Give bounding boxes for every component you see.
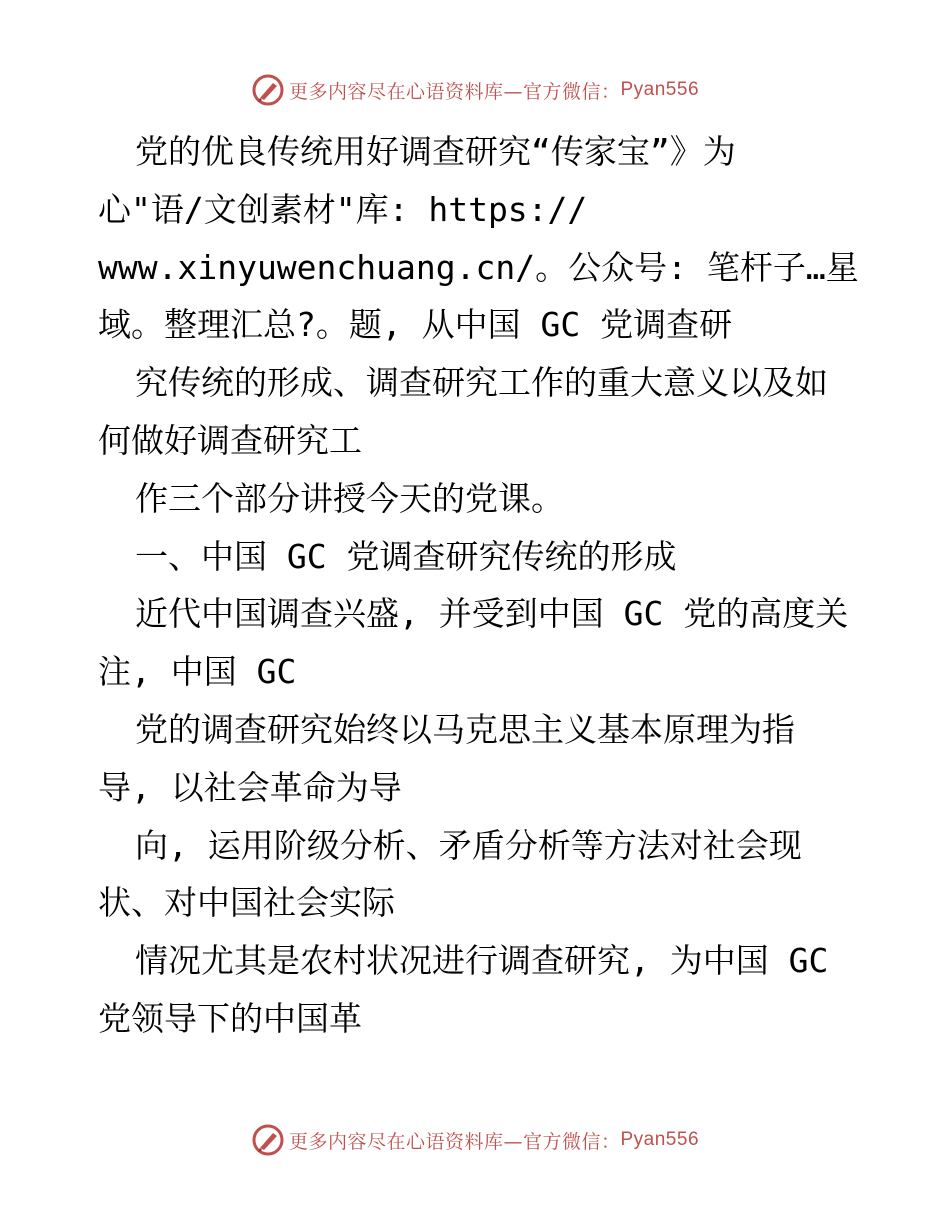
section-heading: 一、中国 GC 党调查研究传统的形成 [135, 536, 677, 576]
body-line: 状、对中国社会实际 [98, 883, 395, 923]
body-line: 究传统的形成、调查研究工作的重大意义以及如 [135, 363, 828, 403]
document-body [98, 123, 878, 1048]
header-watermark [0, 70, 950, 110]
body-line: 作三个部分讲授今天的党课。 [135, 478, 564, 518]
body-line: 党领导下的中国革 [98, 998, 362, 1038]
watermark-text: 更多内容尽在心语资料库—官方微信： [288, 1130, 621, 1153]
pen-logo-icon [251, 73, 285, 107]
body-line: 党的调查研究始终以马克思主义基本原理为指 [135, 709, 795, 749]
body-line: 向, 运用阶级分析、矛盾分析等方法对社会现 [135, 825, 802, 865]
footer-watermark [0, 1120, 950, 1160]
body-line: 域。整理汇总?。题, 从中国 GC 党调查研 [98, 305, 733, 345]
body-line: 何做好调查研究工 [98, 420, 362, 460]
watermark-account: Pyan556 [620, 1129, 700, 1150]
body-line: 党的优良传统用好调查研究“传家宝”》为 [135, 132, 736, 171]
body-line: 近代中国调查兴盛, 并受到中国 GC 党的高度关 [135, 594, 849, 634]
watermark-account: Pyan556 [620, 79, 700, 100]
body-line: 注, 中国 GC [98, 652, 297, 692]
watermark-text: 更多内容尽在心语资料库—官方微信： [288, 80, 621, 103]
pen-logo-icon [251, 1123, 285, 1157]
body-line: 心"语/文创素材"库: https:// [98, 189, 588, 229]
body-line: 情况尤其是农村状况进行调查研究, 为中国 GC [135, 941, 829, 981]
body-line: 导, 以社会革命为导 [98, 767, 402, 807]
body-line: www.xinyuwenchuang.cn/。公众号: 笔杆子…星 [98, 247, 859, 287]
